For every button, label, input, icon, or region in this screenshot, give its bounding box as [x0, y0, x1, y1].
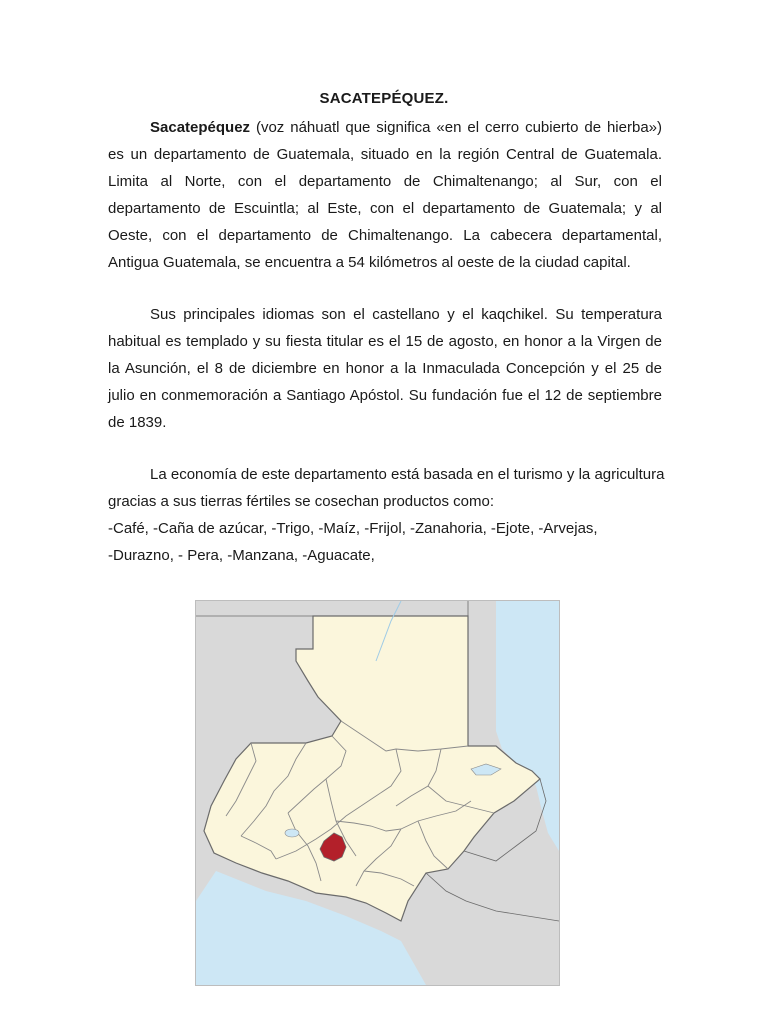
- economy-line-2: gracias a sus tierras fértiles se cosechan productos como:: [108, 493, 495, 510]
- paragraph-intro: [108, 114, 662, 276]
- economy-line-1: [108, 461, 665, 488]
- products-line-1: -Café, -Caña de azúcar, -Trigo, -Maíz, -Frijol, -Zanahoria, -Ejote, -Arvejas,: [108, 520, 598, 537]
- economy-line-1-text: La economía de este departamento está basada en el turismo y la agricultura: [150, 466, 665, 483]
- lake-atitlan: [285, 829, 299, 837]
- term-sacatepequez: Sacatepéquez: [150, 119, 251, 136]
- guatemala-map-svg: [196, 601, 559, 985]
- paragraph-languages: [108, 301, 662, 436]
- paragraph-intro-text: (voz náhuatl que significa «en el cerro cubierto de hierba») es un departamento de Guatemala, situado en la región Central de Guatemala. Limita al Norte, con el departamento de Chimaltenango; al Sur, con el departamento de Escuintla; al Este, con el departamento de Guatemala; y al Oeste, con el departamento de Chimaltenango. La cabecera departamental, Antigua Guatemala, se encuentra a 54 kilómetros al oeste de la ciudad capital.: [108, 119, 662, 271]
- guatemala-map: [195, 600, 560, 986]
- document-title: SACATEPÉQUEZ.: [319, 90, 449, 107]
- paragraph-economy: [108, 461, 665, 569]
- paragraph-languages-text: Sus principales idiomas son el castellano y el kaqchikel. Su temperatura habitual es templado y su fiesta titular es el 15 de agosto, en honor a la Virgen de la Asunción, el 8 de diciembre en honor a la Inmaculada Concepción y el 25 de julio en conmemoración a Santiago Apóstol. Su fundación fue el 12 de septiembre de 1839.: [108, 306, 662, 431]
- products-line-2: -Durazno, - Pera, -Manzana, -Aguacate,: [108, 547, 375, 564]
